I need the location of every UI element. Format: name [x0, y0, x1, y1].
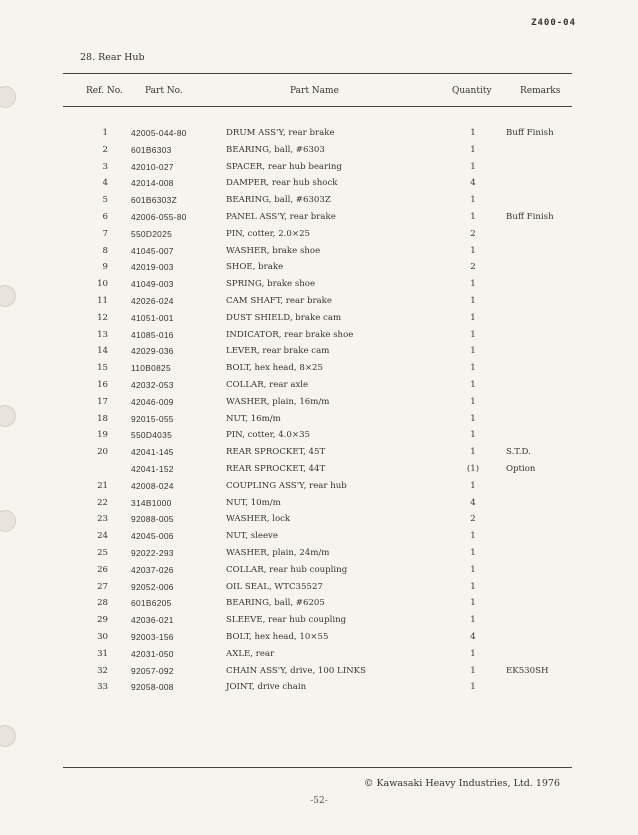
part-no-cell: 42037-026	[131, 564, 174, 575]
part-no-cell: 550D2025	[131, 228, 173, 239]
quantity-cell: 1	[470, 245, 476, 256]
part-no-cell: 92022-293	[131, 547, 174, 558]
quantity-cell: 1	[470, 144, 476, 155]
part-name-cell: DUST SHIELD, brake cam	[226, 312, 342, 323]
ref-no-cell: 18	[97, 413, 108, 424]
part-no-cell: 42019-003	[131, 262, 174, 273]
ref-no-cell: 22	[97, 497, 108, 508]
part-no-cell: 92015-055	[131, 413, 174, 424]
ref-no-cell: 13	[97, 329, 108, 340]
quantity-cell: 1	[470, 531, 476, 542]
remarks-cell: Buff Finish	[506, 211, 554, 222]
header-bottom-rule	[63, 106, 572, 107]
ref-no-cell: 2	[102, 144, 108, 155]
quantity-cell: 1	[470, 312, 476, 323]
ref-no-cell: 29	[97, 615, 108, 626]
part-name-cell: SPACER, rear hub bearing	[226, 161, 342, 172]
remarks-cell: Buff Finish	[506, 128, 554, 138]
ref-no-cell: 23	[97, 514, 108, 525]
part-no-cell: 550D4035	[131, 430, 173, 441]
part-no-cell: 314B1000	[131, 497, 172, 508]
ref-no-cell: 10	[97, 279, 108, 290]
ref-no-cell: 15	[97, 363, 108, 374]
document-code: Z400-04	[531, 18, 576, 28]
ref-no-cell: 6	[102, 211, 108, 222]
part-name-cell: WASHER, lock	[226, 514, 291, 525]
part-no-cell: 42014-008	[131, 178, 174, 189]
table-row	[0, 514, 638, 531]
ref-no-cell: 21	[97, 480, 108, 491]
quantity-cell: 2	[470, 514, 476, 525]
part-no-cell: 601B6303Z	[131, 195, 178, 206]
table-row	[0, 128, 638, 145]
header-remarks: Remarks	[520, 86, 561, 96]
table-row	[0, 380, 638, 397]
quantity-cell: 1	[470, 161, 476, 172]
quantity-cell: 2	[470, 228, 476, 239]
table-row	[0, 498, 638, 515]
quantity-cell: 1	[470, 598, 476, 609]
part-no-cell: 42029-036	[131, 346, 174, 357]
table-row	[0, 598, 638, 615]
table-row	[0, 296, 638, 313]
quantity-cell: 2	[470, 262, 476, 273]
quantity-cell: 1	[470, 279, 476, 290]
table-row	[0, 615, 638, 632]
quantity-cell: 1	[470, 128, 476, 138]
ref-no-cell: 26	[97, 564, 108, 575]
part-name-cell: BOLT, hex head, 8×25	[226, 363, 323, 374]
table-row	[0, 464, 638, 481]
ref-no-cell: 7	[102, 228, 108, 239]
part-no-cell: 42010-027	[131, 161, 174, 172]
table-row	[0, 414, 638, 431]
footer-rule	[63, 767, 572, 768]
part-no-cell: 42041-145	[131, 447, 174, 458]
remarks-cell: S.T.D.	[506, 447, 531, 458]
part-no-cell: 601B6303	[131, 144, 172, 155]
part-name-cell: SLEEVE, rear hub coupling	[226, 615, 347, 626]
part-no-cell: 92058-008	[131, 682, 174, 693]
quantity-cell: 1	[470, 363, 476, 374]
table-row	[0, 212, 638, 229]
table-row	[0, 346, 638, 363]
table-row	[0, 548, 638, 565]
part-name-cell: NUT, 10m/m	[226, 497, 281, 508]
part-name-cell: COLLAR, rear axle	[226, 379, 309, 390]
part-name-cell: WASHER, plain, 24m/m	[226, 547, 330, 558]
part-name-cell: BEARING, ball, #6303	[226, 144, 325, 155]
ref-no-cell: 27	[97, 581, 108, 592]
part-name-cell: AXLE, rear	[226, 648, 275, 659]
part-no-cell: 42036-021	[131, 615, 174, 626]
part-no-cell: 41045-007	[131, 245, 174, 256]
quantity-cell: 1	[470, 665, 476, 676]
table-row	[0, 330, 638, 347]
quantity-cell: 1	[470, 396, 476, 407]
table-row	[0, 279, 638, 296]
table-row	[0, 229, 638, 246]
table-row	[0, 582, 638, 599]
quantity-cell: (1)	[466, 463, 480, 474]
part-name-cell: CHAIN ASS'Y, drive, 100 LINKS	[226, 665, 366, 676]
table-row	[0, 397, 638, 414]
ref-no-cell: 19	[97, 430, 108, 441]
ref-no-cell: 31	[97, 648, 108, 659]
ref-no-cell: 5	[102, 195, 108, 206]
table-row	[0, 565, 638, 582]
ref-no-cell: 17	[97, 396, 108, 407]
ref-no-cell: 32	[97, 665, 108, 676]
quantity-cell: 4	[470, 631, 476, 642]
quantity-cell: 1	[470, 195, 476, 206]
part-no-cell: 42005-044-80	[131, 128, 187, 138]
part-name-cell: NUT, sleeve	[226, 531, 278, 542]
table-row	[0, 666, 638, 683]
quantity-cell: 4	[470, 497, 476, 508]
header-quantity: Quantity	[452, 86, 492, 96]
ref-no-cell: 9	[102, 262, 108, 273]
quantity-cell: 1	[470, 581, 476, 592]
part-name-cell: SPRING, brake shoe	[226, 279, 316, 290]
quantity-cell: 1	[470, 413, 476, 424]
copyright-notice: © Kawasaki Heavy Industries, Ltd. 1976	[363, 778, 560, 789]
quantity-cell: 1	[470, 430, 476, 441]
ref-no-cell: 12	[97, 312, 108, 323]
part-no-cell: 601B6205	[131, 598, 172, 609]
part-name-cell: WASHER, brake shoe	[226, 245, 321, 256]
table-row	[0, 531, 638, 548]
part-name-cell: BOLT, hex head, 10×55	[226, 631, 329, 642]
table-row	[0, 481, 638, 498]
quantity-cell: 1	[470, 564, 476, 575]
ref-no-cell: 20	[97, 447, 108, 458]
table-row	[0, 682, 638, 699]
quantity-cell: 1	[470, 346, 476, 357]
ref-no-cell: 11	[97, 295, 108, 306]
part-name-cell: PIN, cotter, 4.0×35	[226, 430, 311, 441]
table-row	[0, 178, 638, 195]
part-name-cell: DRUM ASS'Y, rear brake	[226, 128, 335, 138]
part-no-cell: 42041-152	[131, 463, 174, 474]
part-name-cell: CAM SHAFT, rear brake	[226, 295, 332, 306]
part-name-cell: PIN, cotter, 2.0×25	[226, 228, 311, 239]
header-ref-no: Ref. No.	[86, 86, 123, 96]
part-no-cell: 92003-156	[131, 631, 174, 642]
table-row	[0, 363, 638, 380]
quantity-cell: 1	[470, 211, 476, 222]
part-no-cell: 42006-055-80	[131, 211, 187, 222]
part-name-cell: OIL SEAL, WTC35527	[226, 581, 323, 592]
part-name-cell: COLLAR, rear hub coupling	[226, 564, 348, 575]
section-title: 28. Rear Hub	[80, 52, 145, 63]
part-name-cell: INDICATOR, rear brake shoe	[226, 329, 354, 340]
ref-no-cell: 30	[97, 631, 108, 642]
quantity-cell: 1	[470, 295, 476, 306]
part-no-cell: 110B0825	[131, 363, 171, 374]
part-no-cell: 42045-006	[131, 531, 174, 542]
header-part-name: Part Name	[290, 86, 339, 96]
table-row	[0, 313, 638, 330]
table-row	[0, 447, 638, 464]
quantity-cell: 1	[470, 648, 476, 659]
part-name-cell: BEARING, ball, #6303Z	[226, 195, 331, 206]
table-row	[0, 262, 638, 279]
part-no-cell: 42046-009	[131, 396, 174, 407]
ref-no-cell: 33	[97, 682, 108, 693]
binder-hole	[0, 725, 16, 747]
ref-no-cell: 1	[102, 128, 108, 138]
part-no-cell: 42008-024	[131, 480, 174, 491]
ref-no-cell: 14	[97, 346, 108, 357]
part-no-cell: 41049-003	[131, 279, 174, 290]
quantity-cell: 1	[470, 447, 476, 458]
remarks-cell: EK530SH	[506, 665, 549, 676]
quantity-cell: 1	[470, 547, 476, 558]
ref-no-cell: 3	[102, 161, 108, 172]
part-name-cell: REAR SPROCKET, 45T	[226, 447, 326, 458]
ref-no-cell: 28	[97, 598, 108, 609]
part-no-cell: 42026-024	[131, 295, 174, 306]
parts-table	[0, 128, 638, 699]
part-no-cell: 42031-050	[131, 648, 174, 659]
ref-no-cell: 24	[97, 531, 108, 542]
table-row	[0, 246, 638, 263]
part-no-cell: 41085-016	[131, 329, 174, 340]
quantity-cell: 1	[470, 379, 476, 390]
header-part-no: Part No.	[145, 86, 183, 96]
quantity-cell: 1	[470, 480, 476, 491]
remarks-cell: Option	[506, 463, 536, 474]
table-row	[0, 145, 638, 162]
part-name-cell: SHOE, brake	[226, 262, 284, 273]
ref-no-cell: 16	[97, 379, 108, 390]
quantity-cell: 1	[470, 615, 476, 626]
table-row	[0, 632, 638, 649]
part-name-cell: BEARING, ball, #6205	[226, 598, 325, 609]
part-name-cell: DAMPER, rear hub shock	[226, 178, 338, 189]
ref-no-cell: 4	[102, 178, 108, 189]
table-row	[0, 195, 638, 212]
part-no-cell: 41051-001	[131, 312, 174, 323]
part-name-cell: WASHER, plain, 16m/m	[226, 396, 330, 407]
header-top-rule	[63, 73, 572, 74]
ref-no-cell: 25	[97, 547, 108, 558]
quantity-cell: 4	[470, 178, 476, 189]
quantity-cell: 1	[470, 682, 476, 693]
page-number: -52-	[310, 796, 328, 806]
quantity-cell: 1	[470, 329, 476, 340]
part-name-cell: REAR SPROCKET, 44T	[226, 463, 326, 474]
table-row	[0, 162, 638, 179]
part-name-cell: JOINT, drive chain	[226, 682, 307, 693]
part-no-cell: 42032-053	[131, 379, 174, 390]
table-row	[0, 430, 638, 447]
part-no-cell: 92088-005	[131, 514, 174, 525]
part-no-cell: 92052-006	[131, 581, 174, 592]
part-name-cell: NUT, 16m/m	[226, 413, 281, 424]
part-name-cell: COUPLING ASS'Y, rear hub	[226, 480, 347, 491]
part-name-cell: PANEL ASS'Y, rear brake	[226, 211, 336, 222]
part-no-cell: 92057-092	[131, 665, 174, 676]
table-row	[0, 649, 638, 666]
binder-hole	[0, 86, 16, 108]
part-name-cell: LEVER, rear brake cam	[226, 346, 330, 357]
ref-no-cell: 8	[102, 245, 108, 256]
